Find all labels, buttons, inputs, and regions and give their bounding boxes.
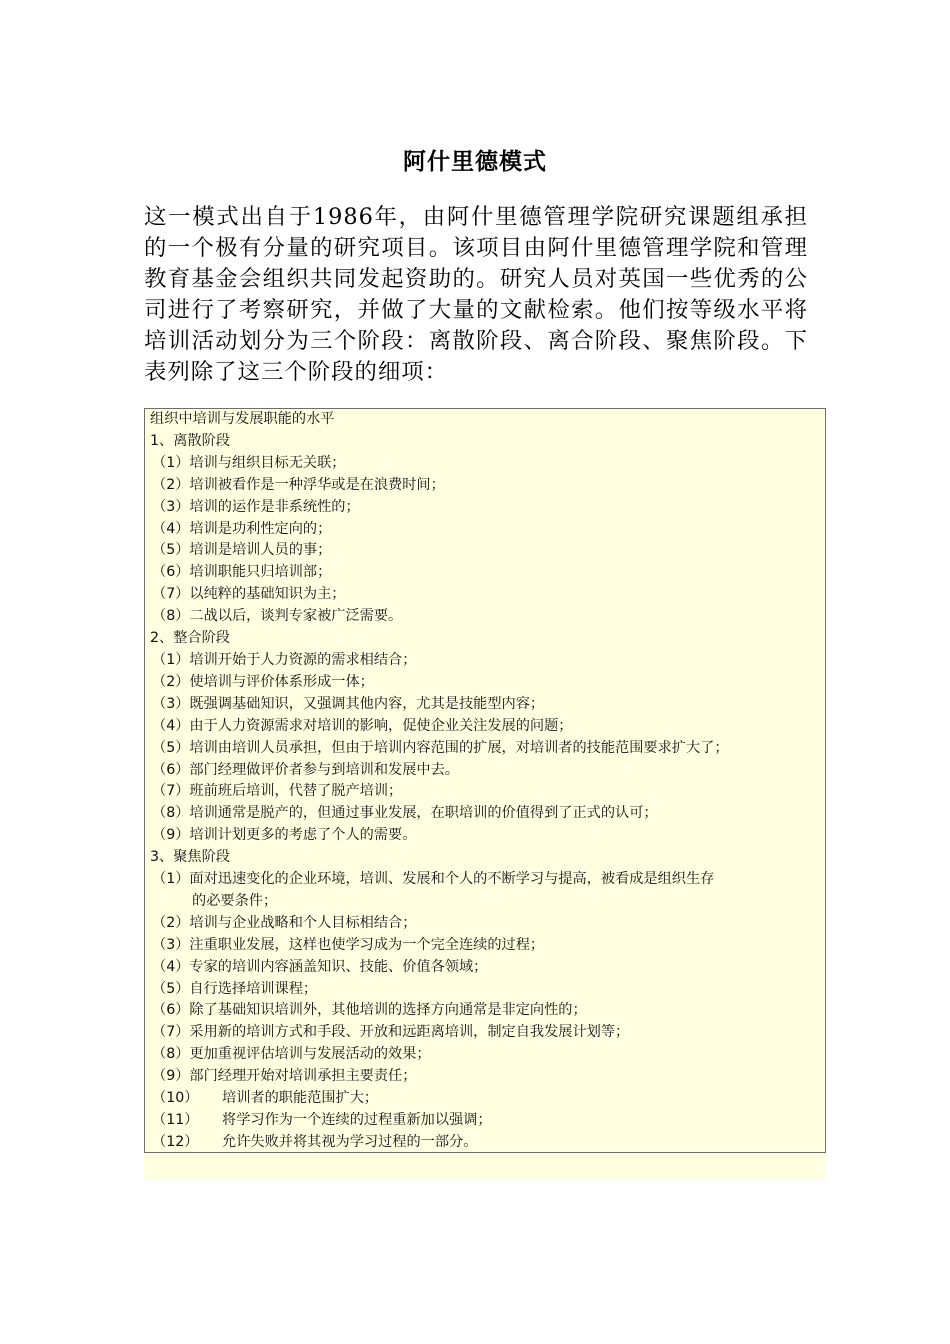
item-text: 由于人力资源需求对培训的影响，促使企业关注发展的问题；: [189, 717, 573, 734]
item-text: 既强调基础知识，又强调其他内容，尤其是技能型内容；: [189, 695, 545, 712]
item-number: （8）: [152, 1046, 190, 1063]
item-number: （7）: [152, 1024, 190, 1041]
list-item: [150, 760, 820, 782]
item-text: 面对迅速变化的企业环境，培训、发展和个人的不断学习与提高，被看成是组织生存: [189, 871, 715, 888]
item-text: 培训与组织目标无关联；: [189, 454, 346, 471]
item-number: （5）: [152, 980, 190, 997]
item-number: （9）: [152, 1068, 190, 1085]
list-item: [150, 935, 820, 957]
item-text: 培训是培训人员的事；: [189, 542, 332, 559]
list-item: [150, 694, 820, 716]
item-text: 更加重视评估培训与发展活动的效果；: [189, 1046, 431, 1063]
item-number: （3）: [152, 498, 190, 515]
list-item: [150, 803, 820, 825]
list-item-continuation: 的必要条件；: [192, 892, 278, 909]
intro-paragraph: 这一模式出自于1986年，由阿什里德管理学院研究课题组承担的一个极有分量的研究项目。该项目由阿什里德管理学院和管理教育基金会组织共同发起资助的。研究人员对英国一些优秀的公司进行了考察研究，并做了大量的文献检索。他们按等级水平将培训活动划分为三个阶段：离散阶段、离合阶段、聚焦阶段。下表列除了这三个阶段的细项：: [144, 204, 808, 385]
list-item: [150, 869, 820, 891]
list-item: [150, 825, 820, 847]
list-item: [150, 979, 820, 1001]
item-number: （5）: [152, 542, 190, 559]
list-item: [150, 1066, 820, 1088]
list-item: [150, 1110, 820, 1132]
item-text: 二战以后，谈判专家被广泛需要。: [189, 608, 403, 625]
list-item: [150, 562, 820, 584]
item-number: （4）: [152, 520, 190, 537]
item-number: （8）: [152, 805, 190, 822]
item-text: 自行选择培训课程；: [189, 980, 318, 997]
item-text: 将学习作为一个连续的过程重新加以强调；: [222, 1112, 492, 1128]
item-number: （2）: [152, 673, 190, 690]
list-item: [150, 540, 820, 562]
item-text: 培训与企业战略和个人目标相结合；: [189, 914, 417, 931]
item-number: （4）: [152, 958, 190, 975]
item-text: 专家的培训内容涵盖知识、技能、价值各领域；: [189, 958, 488, 975]
list-item: [150, 1088, 820, 1110]
list-item: [150, 475, 820, 497]
item-text: 注重职业发展，这样也使学习成为一个完全连续的过程；: [189, 936, 545, 953]
item-number: （6）: [152, 761, 190, 778]
item-number: （6）: [152, 1002, 190, 1019]
item-text: 培训开始于人力资源的需求相结合；: [189, 651, 417, 668]
list-item: [150, 1132, 820, 1154]
stage-2-heading: 2、整合阶段: [150, 630, 230, 647]
item-number: （11）: [152, 1112, 199, 1128]
item-number: （7）: [152, 783, 190, 800]
item-text: 培训计划更多的考虑了个人的需要。: [189, 827, 417, 844]
stage-2-items: [150, 650, 820, 847]
item-number: （2）: [152, 476, 190, 493]
list-item: [150, 957, 820, 979]
item-text: 培训的运作是非系统性的；: [189, 498, 360, 515]
list-item: [150, 781, 820, 803]
table-content: [150, 409, 820, 1154]
list-item: [150, 1044, 820, 1066]
item-text: 除了基础知识培训外，其他培训的选择方向通常是非定向性的；: [189, 1002, 587, 1019]
list-item: [150, 453, 820, 475]
item-text: 以纯粹的基础知识为主；: [189, 586, 346, 603]
item-text: 采用新的培训方式和手段、开放和远距离培训，制定自我发展计划等；: [189, 1024, 630, 1041]
item-number: （8）: [152, 608, 190, 625]
list-item: [150, 584, 820, 606]
stage-1-heading: 1、离散阶段: [150, 432, 230, 449]
item-number: （3）: [152, 695, 190, 712]
item-number: （3）: [152, 936, 190, 953]
item-text: 部门经理开始对培训承担主要责任；: [189, 1068, 417, 1085]
item-text: 允许失败并将其视为学习过程的一部分。: [222, 1133, 478, 1150]
item-text: 培训被看作是一种浮华或是在浪费时间；: [189, 476, 445, 493]
item-number: （7）: [152, 586, 190, 603]
item-number: （12）: [152, 1133, 199, 1150]
item-text: 使培训与评价体系形成一体；: [189, 673, 374, 690]
item-number: （4）: [152, 717, 190, 734]
list-item: [150, 1000, 820, 1022]
item-number: （1）: [152, 651, 190, 668]
list-item: [150, 672, 820, 694]
list-item: [150, 1022, 820, 1044]
item-number: （1）: [152, 454, 190, 471]
list-item: [150, 650, 820, 672]
table-header: 组织中培训与发展职能的水平: [150, 411, 335, 427]
stage-3-items: [150, 913, 820, 1088]
item-number: （1）: [152, 871, 190, 888]
item-text: 班前班后培训，代替了脱产培训；: [189, 783, 403, 800]
list-item: [150, 606, 820, 628]
item-text: 培训职能只归培训部；: [189, 564, 332, 581]
item-number: （2）: [152, 914, 190, 931]
item-text: 培训是功利性定向的；: [189, 520, 332, 537]
item-number: （6）: [152, 564, 190, 581]
item-text: 培训者的职能范围扩大；: [222, 1090, 379, 1107]
item-text: 部门经理做评价者参与到培训和发展中去。: [189, 761, 459, 778]
item-number: （5）: [152, 739, 190, 756]
list-item: [150, 519, 820, 541]
list-item: [150, 716, 820, 738]
item-number: （10）: [152, 1090, 199, 1107]
stage-1-items: [150, 453, 820, 628]
stage-3-items-wide: [150, 1088, 820, 1154]
stages-table: [144, 408, 826, 1179]
item-text: 培训由培训人员承担，但由于培训内容范围的扩展，对培训者的技能范围要求扩大了；: [189, 739, 729, 756]
list-item: [150, 497, 820, 519]
list-item: [150, 913, 820, 935]
list-item: [150, 738, 820, 760]
item-number: （9）: [152, 827, 190, 844]
page-title: 阿什里德模式: [403, 148, 547, 175]
item-text: 培训通常是脱产的，但通过事业发展，在职培训的价值得到了正式的认可；: [189, 805, 658, 822]
stage-3-heading: 3、聚焦阶段: [150, 849, 230, 866]
